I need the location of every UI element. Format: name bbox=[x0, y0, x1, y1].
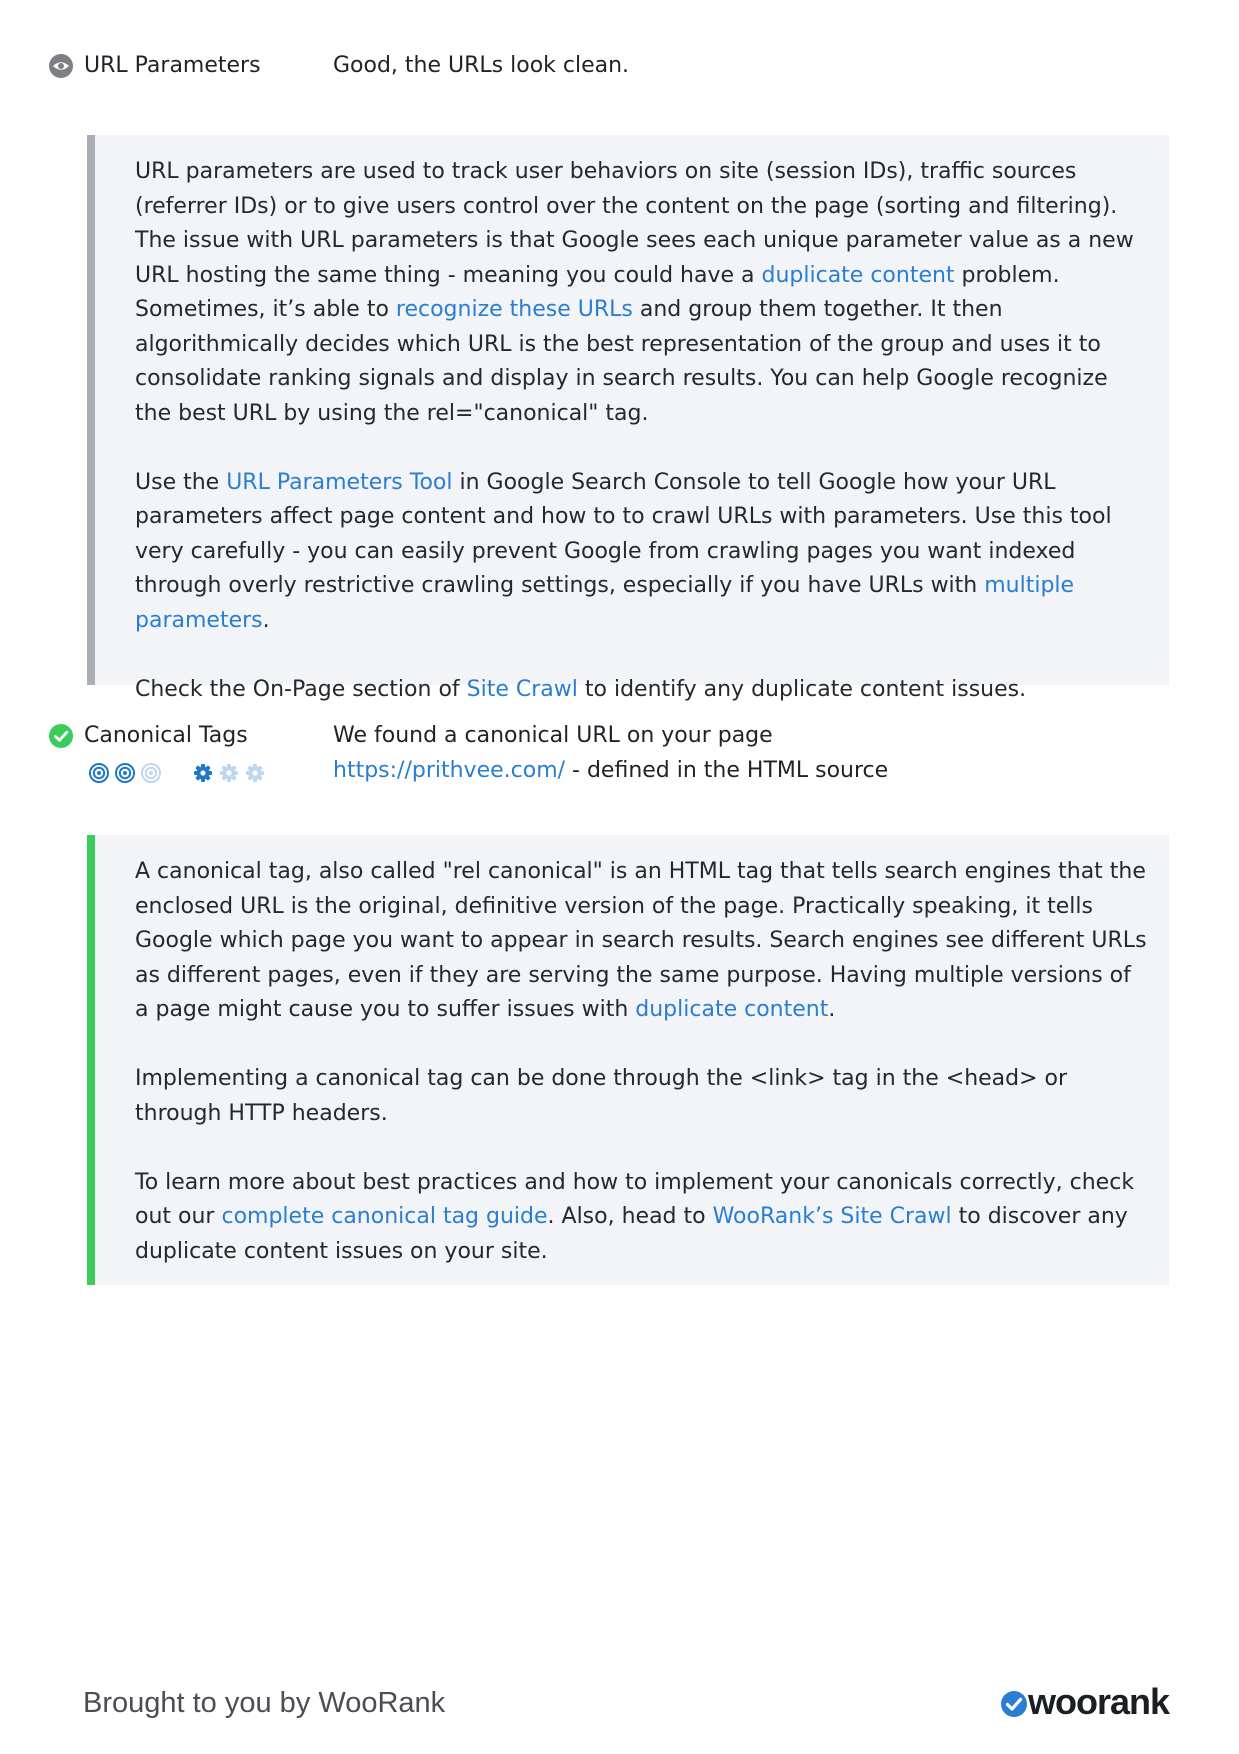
check-name: Canonical Tags bbox=[84, 723, 248, 748]
woorank-site-crawl-link[interactable]: WooRank’s Site Crawl bbox=[712, 1204, 952, 1229]
check-name: URL Parameters bbox=[84, 53, 261, 78]
description-paragraph bbox=[135, 1062, 1149, 1131]
description-paragraph bbox=[135, 855, 1149, 1028]
url-parameters-tool-link[interactable]: URL Parameters Tool bbox=[226, 469, 453, 495]
url-parameters-description bbox=[87, 135, 1169, 702]
description-paragraph bbox=[135, 155, 1149, 431]
text: . Also, head to bbox=[547, 1204, 713, 1229]
site-crawl-link[interactable]: Site Crawl bbox=[466, 676, 578, 702]
url-parameters-row bbox=[49, 50, 1169, 86]
text: . bbox=[262, 607, 270, 633]
multiple-parameters-link[interactable]: multiple parameters bbox=[135, 573, 1075, 633]
canonical-tag-guide-link[interactable]: complete canonical tag guide bbox=[221, 1204, 548, 1229]
target-icon bbox=[88, 762, 110, 784]
checkmark-icon bbox=[49, 724, 73, 748]
text: A canonical tag, also called "rel canonical" is an HTML tag that tells search engines that the enclosed URL is the original, definitive version of the page. Practically speaking, it tells Google which page you want to appear in search results. Search engines see different URLs as different pages, even if they are serving the same purpose. Having multiple versions of a page might cause you to suffer issues with bbox=[135, 859, 1147, 1022]
description-paragraph bbox=[135, 673, 1149, 708]
logo-wordmark: woorank bbox=[1028, 1681, 1170, 1722]
description-paragraph bbox=[135, 466, 1149, 639]
woorank-logo bbox=[1000, 1681, 1170, 1722]
text: in Google Search Console to tell Google how your URL parameters affect page content and how to to crawl URLs with parameters. Use this tool very carefully - you can easily prevent Google from crawling pages you want indexed through overly restrictive crawling settings, especially if you have URLs with bbox=[135, 469, 1112, 598]
footer-credit: Brought to you by WooRank bbox=[83, 1687, 446, 1719]
target-icon bbox=[140, 762, 162, 784]
text: URL parameters are used to track user behaviors on site (session IDs), traffic sources (referrer IDs) or to give users control over the content on the page (sorting and filtering). The issue with URL parameters is that Google sees each unique parameter value as a new URL hosting the same thing - meaning you could have a bbox=[135, 159, 1134, 288]
gear-icon bbox=[218, 762, 240, 784]
eye-icon bbox=[49, 54, 73, 78]
text: to identify any duplicate content issues. bbox=[577, 676, 1027, 702]
duplicate-content-link[interactable]: duplicate content bbox=[761, 262, 955, 288]
check-result: Good, the URLs look clean. bbox=[333, 53, 630, 78]
duplicate-content-link[interactable]: duplicate content bbox=[635, 997, 829, 1022]
text: Check the On-Page section of bbox=[135, 676, 467, 702]
text: Implementing a canonical tag can be done through the <link> tag in the <head> or through HTTP headers. bbox=[135, 1066, 1068, 1126]
canonical-tags-row bbox=[49, 720, 1169, 800]
text: Use the bbox=[135, 469, 227, 495]
text: . bbox=[828, 997, 836, 1022]
target-icon bbox=[114, 762, 136, 784]
description-paragraph bbox=[135, 1166, 1149, 1270]
text: problem. Sometimes, it’s able to bbox=[135, 262, 1060, 322]
check-result bbox=[333, 718, 888, 788]
text: To learn more about best practices and how to implement your canonicals correctly, check out our bbox=[135, 1169, 1135, 1229]
result-line: We found a canonical URL on your page bbox=[333, 723, 773, 748]
text: to discover any duplicate content issues on your site. bbox=[135, 1204, 1128, 1264]
result-suffix: - defined in the HTML source bbox=[565, 758, 889, 783]
text: and group them together. It then algorithmically decides which URL is the best representation of the group and uses it to consolidate ranking signals and display in search results. You can help Google recognize the best URL by using the rel="canonical" tag. bbox=[135, 297, 1108, 426]
canonical-tags-description bbox=[87, 835, 1169, 1285]
recognize-urls-link[interactable]: recognize these URLs bbox=[395, 297, 633, 322]
canonical-url-link[interactable]: https://prithvee.com/ bbox=[333, 758, 566, 783]
woorank-check-icon bbox=[1000, 1690, 1028, 1718]
gear-icon bbox=[192, 762, 214, 784]
rating-indicators bbox=[88, 762, 278, 784]
gear-icon bbox=[244, 762, 266, 784]
